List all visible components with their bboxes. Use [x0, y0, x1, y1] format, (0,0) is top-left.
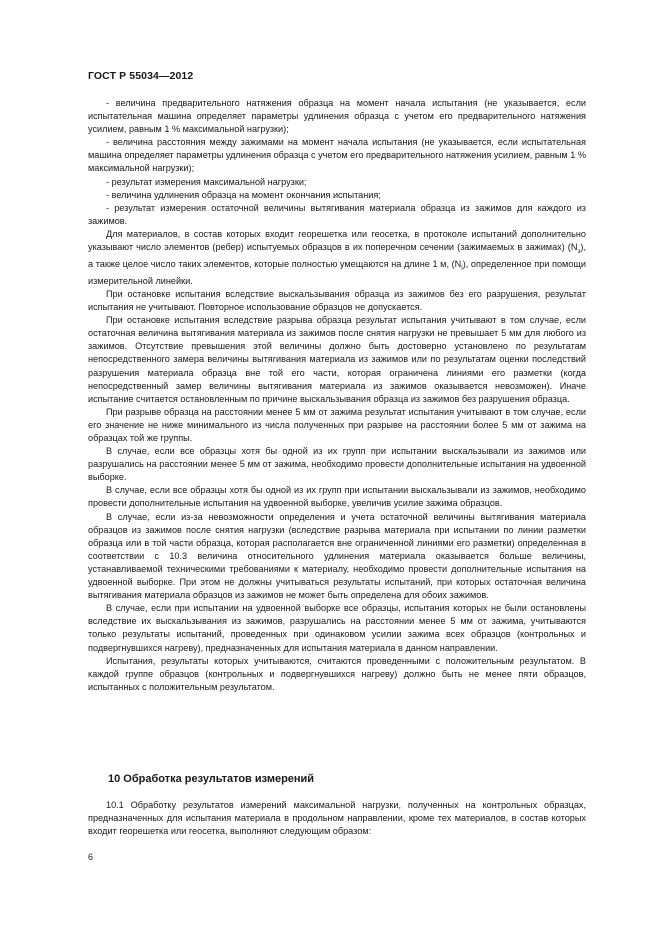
paragraph: В случае, если все образцы хотя бы одной из их групп при испытании выскальзывали из зажимов, необходимо провести дополнительные испытания на удвоенной выборке, увеличив усилие зажима образцов. [88, 485, 586, 509]
paragraph: При разрыве образца на расстоянии менее 5 мм от зажима результат испытания учитывают в том случае, если его значение не ниже минимального из числа полученных при разрыве на расстоянии более 5 мм от зажима на образцах той же группы. [88, 406, 586, 443]
paragraph: В случае, если из-за невозможности определения и учета остаточной величины вытягивания материала образцов из зажимов после снятия нагрузки (вследствие разрыва материала при испытании по линии разметки образца или в той части образца, которая располагается вне ограниченной линиями его разметки) определенная в соответствии с 10.3 величина относительного удлинения материала оказывается больше величины, устанавливаемой техническими требованиями к материалу, необходимо провести дополнительные испытания на удвоенной выборке. При этом не должны учитываться результаты испытаний, при которых остаточная величина вытягивания материала образцов из зажимов не может быть определена для обоих зажимов. [88, 511, 586, 601]
paragraph: В случае, если все образцы хотя бы одной из их групп при испытании выскальзывали из зажимов или разрушались на расстоянии менее 5 мм от зажима, необходимо провести дополнительные испытания на удвоенной выборке. [88, 446, 586, 483]
paragraph: - результат измерения максимальной нагрузки; [106, 176, 307, 187]
paragraph: - результат измерения остаточной величины вытягивания материала образца из зажимов для каждого из зажимов. [88, 202, 586, 226]
paragraph: - величина предварительного натяжения образца на момент начала испытания (не указывается, если испытательная машина определяет параметры удлинения образца с учетом его предварительного натяжения усилием, равным 1 % максимальной нагрузки); [88, 98, 586, 135]
section-body-text [88, 799, 586, 838]
paragraph-with-subscripts: Для материалов, в состав которых входит георешетка или геосетка, в протоколе испытаний дополнительно указывают число элементов (ребер) испытуемых образцов в их поперечном сечении (зажимаемых в зажимах) $(N_з)$, а также целое число таких элементов, которые полностью умещаются на длине 1 м, $(N_l)$, определенное при помощи измерительной линейки. [88, 228, 586, 286]
section-heading: 10 Обработка результатов измерений [108, 773, 315, 785]
paragraph: - величина расстояния между зажимами на момент начала испытания (не указывается, если испытательная машина определяет параметры удлинения образца с учетом его предварительного натяжения усилием, равным 1 % максимальной нагрузки); [88, 137, 586, 174]
document-header-code: ГОСТ Р 55034—2012 [88, 70, 194, 82]
paragraph: Испытания, результаты которых учитываются, считаются проведенными с положительным результатом. В каждой группе образцов (контрольных и подвергнувшихся нагреву) должно быть не менее пяти образцов, испытанных с положительным результатом. [88, 655, 586, 692]
paragraph: При остановке испытания вследствие выскальзывания образца из зажимов без его разрушения, результат испытания не учитывают. Повторное использование образцов не допускается. [88, 288, 586, 313]
paragraph: В случае, если при испытании на удвоенной выборке все образцы, испытания которых не были остановлены вследствие их выскальзывания из зажимов, разрушались на расстоянии менее 5 мм от зажима, учитываются только результаты испытаний, проведенных при одинаковом усилии зажима всех образцов (контрольных и подвергнувшихся нагреву), предназначенных для испытания материала в данном направлении. [88, 603, 586, 653]
paragraph: - величина удлинения образца на момент окончания испытания; [106, 189, 381, 200]
paragraph: При остановке испытания вследствие разрыва образца результат испытания учитывают в том случае, если остаточная величина вытягивания материала из зажимов после снятия нагрузки не превышает 5 мм для любого из зажимов. Отсутствие превышения этой величины должно быть достоверно установлено по результатам непосредственного замера величины вытягивания материала из зажимов или по результатам оценки последствий разрушения материала образца вне той его части, которая ограничена линиями его разметки (когда непосредственный замер величины вытягивания материала из зажимов оказывается невозможен). Иначе испытание считается остановленным по причине выскальзывания образца из зажимов без разрушения образца. [88, 315, 586, 404]
page-number: 6 [88, 852, 94, 862]
paragraph: 10.1 Обработку результатов измерений максимальной нагрузки, полученных на контрольных образцах, предназначенных для испытания материала в продольном направлении, кроме тех материалов, в состав которых входит георешетка или геосетка, выполняют следующим образом: [88, 800, 586, 837]
body-text [88, 97, 586, 694]
